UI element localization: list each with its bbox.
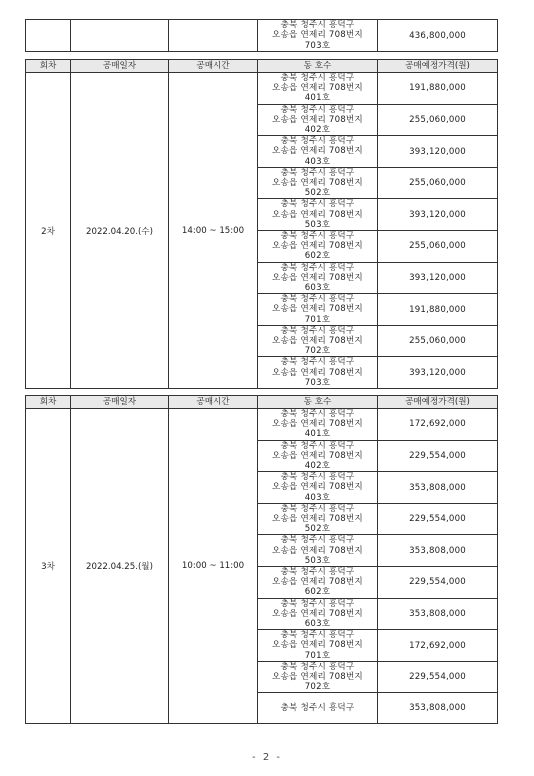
unit-number: 702호 xyxy=(304,346,331,357)
address-line1: 충북 청주시 흥덕구 xyxy=(280,535,355,546)
unit-number: 701호 xyxy=(304,650,331,661)
address-cell xyxy=(258,231,378,263)
address-line1: 충북 청주시 흥덕구 xyxy=(280,199,355,210)
address-line2: 오송읍 연제리 708번지 xyxy=(272,272,363,283)
auction-time: 10:00 ~ 11:00 xyxy=(169,409,258,724)
unit-number: 402호 xyxy=(304,125,331,136)
address-cell xyxy=(258,409,378,441)
address-line1: 충북 청주시 흥덕구 xyxy=(280,136,355,147)
unit-number: 602호 xyxy=(304,251,331,262)
round3-table xyxy=(25,395,498,724)
address-line1: 충북 청주시 흥덕구 xyxy=(280,409,355,419)
address-line1: 충북 청주시 흥덕구 xyxy=(280,357,355,368)
address-line1: 충북 청주시 흥덕구 xyxy=(280,440,355,451)
round2-body xyxy=(26,73,498,389)
header-date: 공매일자 xyxy=(71,60,169,73)
empty-cell xyxy=(169,20,258,52)
header-unit: 동 호수 xyxy=(258,396,378,409)
price-cell: 255,060,000 xyxy=(378,325,498,357)
address-line1: 충북 청주시 흥덕구 xyxy=(280,104,355,115)
unit-number: 502호 xyxy=(304,524,331,535)
unit-number: 602호 xyxy=(304,587,331,598)
header-row xyxy=(26,60,498,73)
price-cell: 393,120,000 xyxy=(378,136,498,168)
address-line2: 오송읍 연제리 708번지 xyxy=(272,178,363,189)
price-cell: 191,880,000 xyxy=(378,294,498,326)
round-label: 2차 xyxy=(26,73,71,389)
price-cell: 229,554,000 xyxy=(378,661,498,693)
price-cell: 229,554,000 xyxy=(378,440,498,472)
unit-number: 403호 xyxy=(304,156,331,167)
address-line2: 오송읍 연제리 708번지 xyxy=(272,367,363,378)
price-cell: 353,808,000 xyxy=(378,535,498,567)
header-round: 회차 xyxy=(26,396,71,409)
header-time: 공매시간 xyxy=(169,396,258,409)
price-cell: 436,800,000 xyxy=(378,20,498,52)
address-cell xyxy=(258,167,378,199)
address-cell xyxy=(258,567,378,599)
header-unit: 동 호수 xyxy=(258,60,378,73)
address-cell xyxy=(258,199,378,231)
unit-number: 503호 xyxy=(304,219,331,230)
address-line1: 충북 청주시 흥덕구 xyxy=(280,598,355,609)
price-cell: 172,692,000 xyxy=(378,630,498,662)
address-cell xyxy=(258,73,378,105)
address-line1: 충북 청주시 흥덕구 xyxy=(280,567,355,578)
address-line1: 충북 청주시 흥덕구 xyxy=(280,630,355,641)
address-line1: 충북 청주시 흥덕구 xyxy=(280,325,355,336)
address-line2: 오송읍 연제리 708번지 xyxy=(272,450,363,461)
address-line2: 오송읍 연제리 708번지 xyxy=(272,304,363,315)
page-number: - 2 - xyxy=(252,752,282,763)
address-line1: 충북 청주시 흥덕구 xyxy=(280,73,355,83)
empty-cell xyxy=(26,20,71,52)
address-line2: 오송읍 연제리 708번지 xyxy=(272,114,363,125)
address-cell xyxy=(258,357,378,389)
round3-body xyxy=(26,409,498,724)
address-line1: 충북 청주시 흥덕구 xyxy=(280,20,355,31)
address-cell xyxy=(258,472,378,504)
address-cell xyxy=(258,136,378,168)
table-row xyxy=(26,20,498,52)
empty-cell xyxy=(71,20,169,52)
carryover-table xyxy=(25,19,498,52)
address-cell xyxy=(258,630,378,662)
unit-number: 401호 xyxy=(304,93,331,104)
unit-number: 703호 xyxy=(304,377,331,388)
auction-date: 2022.04.20.(수) xyxy=(71,73,169,389)
address-cell xyxy=(258,693,378,724)
table-row xyxy=(26,409,498,441)
price-cell: 393,120,000 xyxy=(378,357,498,389)
price-cell: 191,880,000 xyxy=(378,73,498,105)
price-cell: 353,808,000 xyxy=(378,472,498,504)
address-line2: 오송읍 연제리 708번지 xyxy=(272,545,363,556)
address-line2: 오송읍 연제리 708번지 xyxy=(272,577,363,588)
address-cell xyxy=(258,262,378,294)
address-line2: 오송읍 연제리 708번지 xyxy=(272,30,363,41)
address-cell xyxy=(258,20,378,52)
unit-number: 502호 xyxy=(304,188,331,199)
address-line2: 오송읍 연제리 708번지 xyxy=(272,146,363,157)
auction-date: 2022.04.25.(월) xyxy=(71,409,169,724)
address-line2: 오송읍 연제리 708번지 xyxy=(272,83,363,94)
price-cell: 393,120,000 xyxy=(378,262,498,294)
price-cell: 353,808,000 xyxy=(378,693,498,724)
round-label: 3차 xyxy=(26,409,71,724)
unit-number: 702호 xyxy=(304,682,331,693)
address-line1: 충북 청주시 흥덕구 xyxy=(280,661,355,672)
address-line1: 충북 청주시 흥덕구 xyxy=(280,167,355,178)
price-cell: 255,060,000 xyxy=(378,167,498,199)
address-cell xyxy=(258,325,378,357)
header-row xyxy=(26,396,498,409)
address-cell xyxy=(258,294,378,326)
address-line1: 충북 청주시 흥덕구 xyxy=(280,294,355,305)
round2-table xyxy=(25,59,498,389)
header-price: 공매예정가격(원) xyxy=(378,396,498,409)
address-cell xyxy=(258,440,378,472)
address-line2: 오송읍 연제리 708번지 xyxy=(272,672,363,683)
unit-number: 703호 xyxy=(304,40,331,51)
price-cell: 172,692,000 xyxy=(378,409,498,441)
address-line2: 오송읍 연제리 708번지 xyxy=(272,608,363,619)
price-cell: 255,060,000 xyxy=(378,231,498,263)
header-price: 공매예정가격(원) xyxy=(378,60,498,73)
address-line2: 오송읍 연제리 708번지 xyxy=(272,209,363,220)
price-cell: 229,554,000 xyxy=(378,567,498,599)
address-line1: 충북 청주시 흥덕구 xyxy=(280,472,355,483)
price-cell: 229,554,000 xyxy=(378,503,498,535)
unit-number: 402호 xyxy=(304,461,331,472)
unit-number: 603호 xyxy=(304,619,331,630)
address-line1: 충북 청주시 흥덕구 xyxy=(280,262,355,273)
address-cell xyxy=(258,503,378,535)
header-date: 공매일자 xyxy=(71,396,169,409)
address-line2: 오송읍 연제리 708번지 xyxy=(272,482,363,493)
unit-number: 503호 xyxy=(304,555,331,566)
address-line1: 충북 청주시 흥덕구 xyxy=(280,703,355,714)
auction-time: 14:00 ~ 15:00 xyxy=(169,73,258,389)
address-cell xyxy=(258,104,378,136)
header-time: 공매시간 xyxy=(169,60,258,73)
price-cell: 353,808,000 xyxy=(378,598,498,630)
address-line2: 오송읍 연제리 708번지 xyxy=(272,419,363,430)
price-cell: 393,120,000 xyxy=(378,199,498,231)
address-cell xyxy=(258,661,378,693)
unit-number: 701호 xyxy=(304,314,331,325)
address-line1: 충북 청주시 흥덕구 xyxy=(280,231,355,242)
header-round: 회차 xyxy=(26,60,71,73)
unit-number: 401호 xyxy=(304,429,331,440)
unit-number: 603호 xyxy=(304,283,331,294)
address-line2: 오송읍 연제리 708번지 xyxy=(272,336,363,347)
address-line1: 충북 청주시 흥덕구 xyxy=(280,503,355,514)
table-row xyxy=(26,73,498,105)
address-line2: 오송읍 연제리 708번지 xyxy=(272,241,363,252)
price-cell: 255,060,000 xyxy=(378,104,498,136)
address-cell xyxy=(258,598,378,630)
address-line2: 오송읍 연제리 708번지 xyxy=(272,514,363,525)
address-line2: 오송읍 연제리 708번지 xyxy=(272,640,363,651)
unit-number: 403호 xyxy=(304,492,331,503)
address-cell xyxy=(258,535,378,567)
